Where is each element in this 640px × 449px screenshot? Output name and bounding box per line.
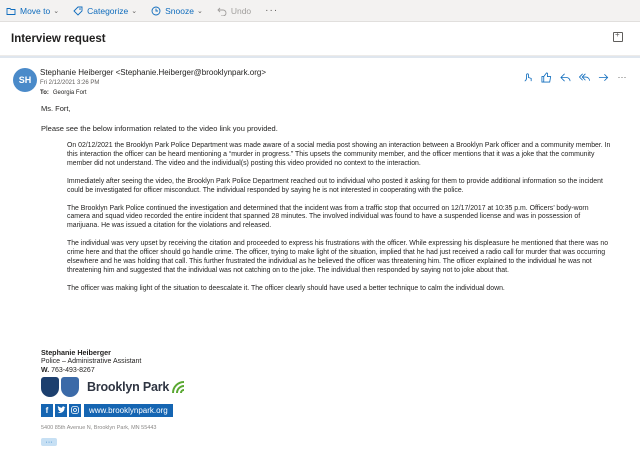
police-badge-icon [41, 377, 59, 397]
categorize-button[interactable] [73, 6, 137, 16]
message-actions [514, 71, 628, 83]
command-toolbar [0, 0, 640, 22]
body-paragraph: The Brooklyn Park Police continued the investigation and determined that the incident was from a traffic stop that occurred on 12/17/2017 at 10:35 p.m. Officers’ body-worn camera and squad video recorded the entire incident that spanned 28 minutes. The involved individual was found to have a suspended license and was in possession of marijuana. He was issued a citation for the violations and released. [67, 204, 589, 230]
snooze-label: Snooze [165, 5, 194, 16]
reply-all-button[interactable] [578, 71, 590, 83]
phone-number: 763-493-8267 [51, 367, 95, 374]
chevron-down-icon: ⌄ [53, 7, 60, 15]
forward-button[interactable] [597, 71, 609, 83]
sender[interactable]: Stephanie Heiberger <Stephanie.Heiberger@brooklynpark.org> [40, 68, 267, 77]
chevron-down-icon: ⌄ [196, 7, 203, 15]
chevron-down-icon: ⌄ [131, 7, 138, 15]
logo-arc-icon [171, 380, 189, 394]
more-actions-button[interactable]: ··· [617, 72, 627, 82]
instagram-glyph-icon [71, 406, 79, 414]
greeting: Ms. Fort, [41, 104, 71, 113]
instagram-icon[interactable] [69, 404, 81, 417]
thumbs-up-icon [541, 72, 552, 83]
show-trimmed-content-button[interactable]: ··· [41, 438, 57, 446]
open-in-new-window-icon[interactable] [613, 32, 623, 42]
signature-title: Police – Administrative Assistant [41, 358, 142, 365]
reply-all-icon [579, 72, 590, 83]
sent-date: Fri 2/12/2021 3:26 PM [40, 80, 100, 86]
intro-text: Please see the below information related to the video link you provided. [41, 124, 278, 133]
like-button[interactable] [540, 71, 552, 83]
message-card [0, 56, 640, 449]
emoji-icon [522, 72, 533, 83]
move-to-label: Move to [20, 5, 51, 16]
body-paragraph: On 02/12/2021 the Brooklyn Park Police Department was made aware of a social media post showing an interaction between a Brooklyn Park officer and a community member. In this interaction the officer can be heard mentioning a “murder in progress.” This upsets the community member, and the officer mentions that it was a joke that the community member did not understand. The video and the individual(s) posting this video provided no context to the interaction. [67, 142, 611, 167]
logo-text: Brooklyn Park [87, 380, 170, 394]
recipient-line [40, 90, 87, 96]
city-seal-icon [61, 377, 79, 397]
subject-bar [0, 22, 640, 56]
recipient[interactable]: Georgia Fort [52, 90, 87, 96]
undo-label: Undo [230, 5, 252, 16]
more-options-button[interactable]: ··· [265, 5, 279, 16]
reply-button[interactable] [559, 71, 571, 83]
signature [41, 348, 241, 375]
twitter-bird-icon [57, 406, 66, 414]
twitter-icon[interactable] [55, 404, 67, 417]
body-paragraph: The officer was making light of the situation to deescalate it. The officer clearly should have used a better technique to calm the individual down. [67, 284, 505, 292]
folder-move-icon [6, 6, 16, 16]
undo-button[interactable] [217, 6, 251, 16]
phone-label: W. [41, 367, 50, 374]
snooze-button[interactable] [151, 6, 203, 16]
facebook-icon[interactable]: f [41, 404, 53, 417]
signature-name: Stephanie Heiberger [41, 348, 111, 357]
forward-icon [598, 72, 609, 83]
tag-icon [73, 6, 83, 16]
social-links [41, 403, 173, 417]
undo-icon [217, 6, 227, 16]
body-paragraph: Immediately after seeing the video, the Brooklyn Park Police Department reached out to individual who posted it asking for them to provide additional information so the incident could be investigated for officer misconduct. The individual responded by saying he is not interested in cooperating with the police. [67, 177, 603, 194]
to-label: To: [40, 90, 49, 96]
reply-icon [560, 72, 571, 83]
avatar[interactable]: SH [13, 68, 37, 92]
website-link[interactable]: www.brooklynpark.org [84, 404, 173, 417]
clock-icon [151, 6, 161, 16]
signature-address: 5400 85th Avenue N, Brooklyn Park, MN 55443 [41, 425, 157, 431]
message-body-quote [67, 142, 612, 303]
message-subject: Interview request [11, 32, 106, 45]
categorize-label: Categorize [87, 5, 129, 16]
brooklyn-park-logo [41, 375, 189, 399]
move-to-button[interactable] [6, 6, 59, 16]
react-button[interactable] [521, 71, 533, 83]
signature-phone [41, 366, 241, 375]
body-paragraph: The individual was very upset by receiving the citation and proceeded to express his frustrations with the officer. While expressing his displeasure he mentioned that there was no crime here and that the officer should go handle crime. The officer, trying to make light of the situation, implied that he had just received a radio call for murder that was occurring elsewhere and he was holding that call. This further frustrated the individual as he believed the officer was threatening him. The officer explained to the individual he was not threatening him and suggested that the individual was not catching on to the joke. The individual then responded by saying not to joke about that. [67, 240, 609, 274]
